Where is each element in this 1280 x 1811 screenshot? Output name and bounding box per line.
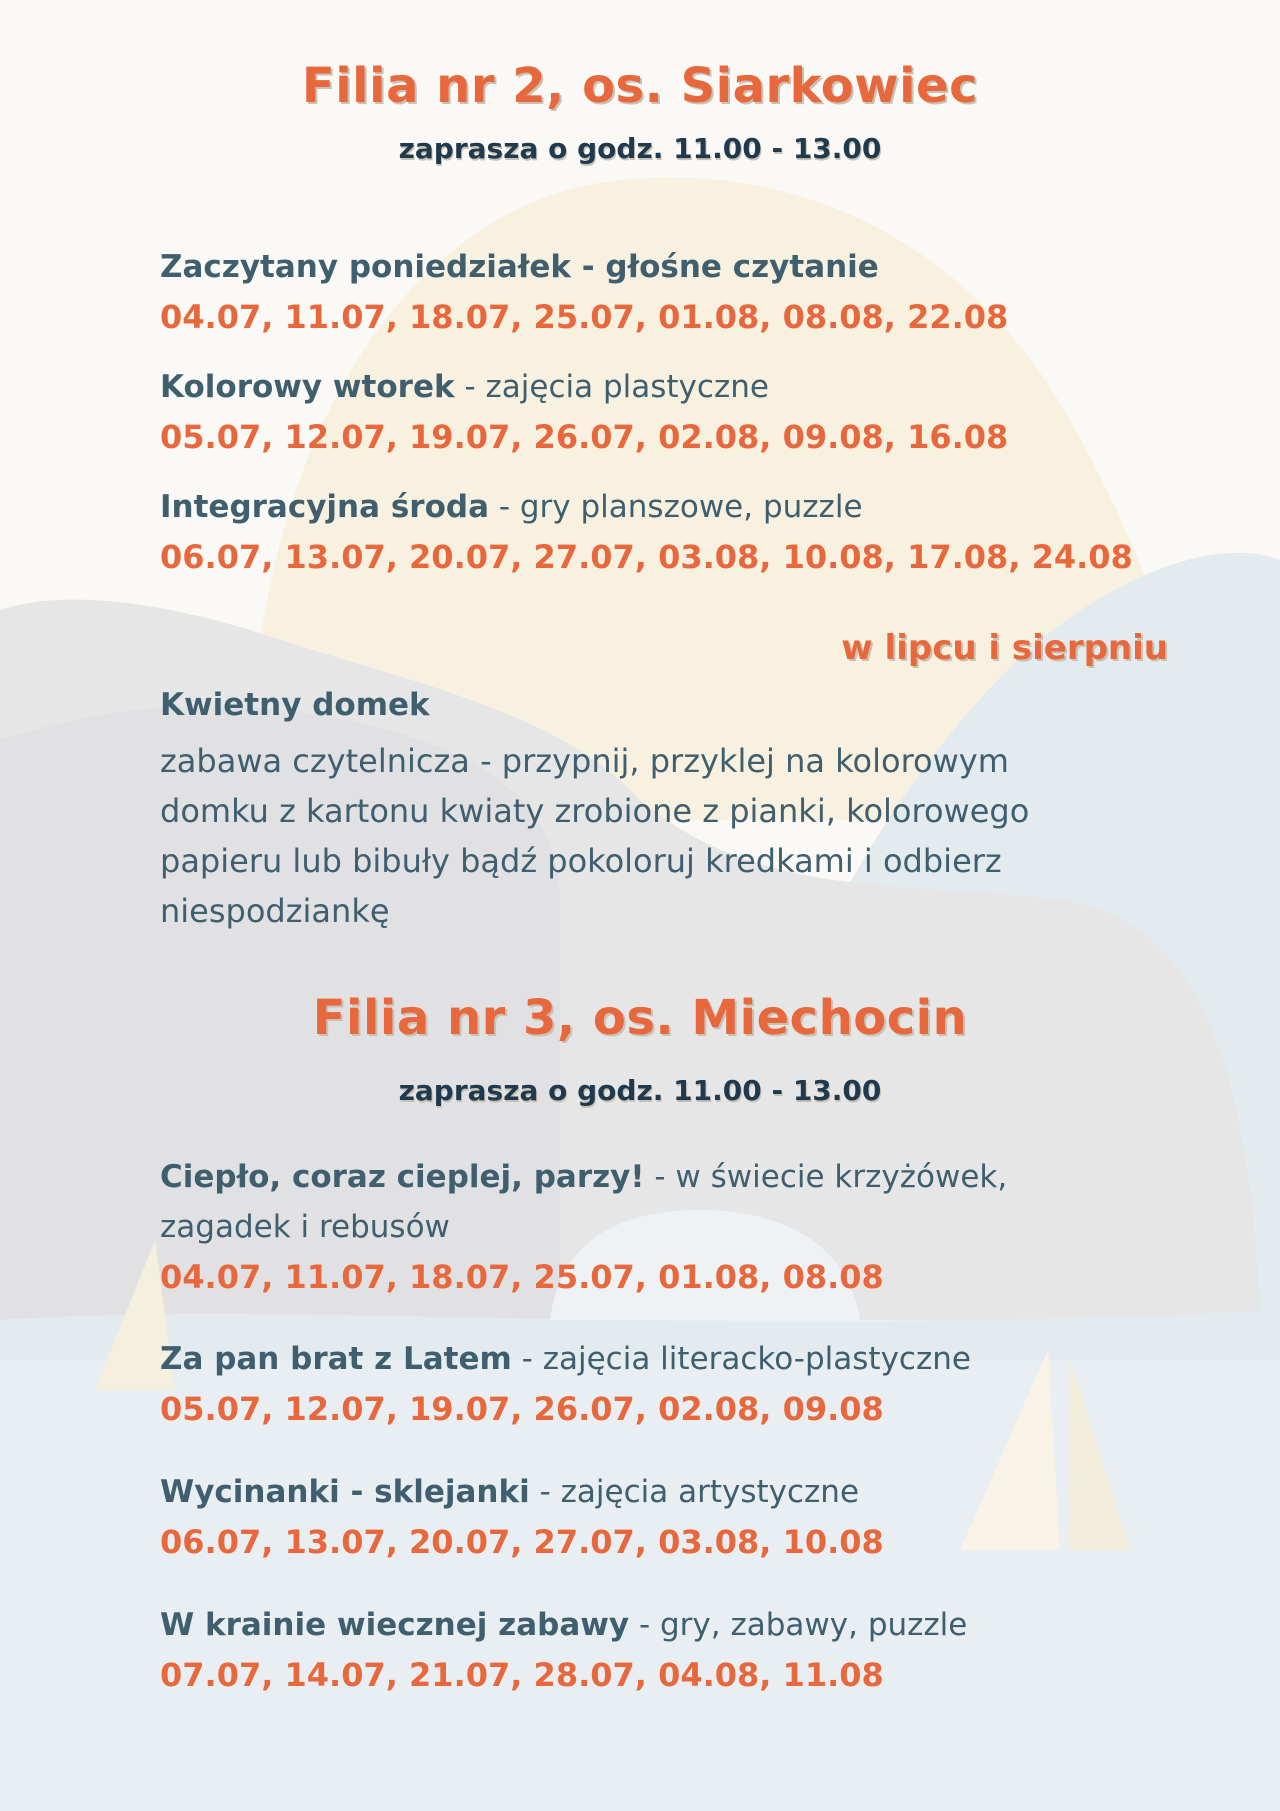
event-description: - w świecie krzyżówek, bbox=[644, 1159, 1008, 1195]
event-dates: 06.07, 13.07, 20.07, 27.07, 03.08, 10.08 bbox=[160, 1523, 884, 1561]
event-dates: 05.07, 12.07, 19.07, 26.07, 02.08, 09.08, 16.08 bbox=[160, 418, 1009, 456]
event-description: - zajęcia artystyczne bbox=[529, 1474, 860, 1510]
event-label bbox=[160, 1334, 1200, 1384]
event-description-line: papieru lub bibuły bądź pokoloruj kredkami i odbierz bbox=[160, 842, 1002, 880]
event-description: - gry planszowe, puzzle bbox=[488, 489, 863, 525]
branch-2-title: Filia nr 2, os. Siarkowiec bbox=[301, 58, 979, 114]
event-w-krainie-wiecznej-zabawy bbox=[160, 1600, 1200, 1700]
event-dates: 05.07, 12.07, 19.07, 26.07, 02.08, 09.08 bbox=[160, 1390, 884, 1428]
event-za-pan-brat-z-latem bbox=[160, 1334, 1200, 1434]
event-title: Kwietny domek bbox=[160, 687, 430, 723]
event-title: Kolorowy wtorek bbox=[160, 369, 455, 405]
branch-3-title: Filia nr 3, os. Miechocin bbox=[312, 990, 968, 1046]
event-dates: 04.07, 11.07, 18.07, 25.07, 01.08, 08.08, 22.08 bbox=[160, 298, 1009, 336]
event-description: - gry, zabawy, puzzle bbox=[629, 1607, 968, 1643]
event-title: Integracyjna środa bbox=[160, 489, 489, 525]
event-title: W krainie wiecznej zabawy bbox=[160, 1607, 630, 1643]
branch-2-opening-hours: zaprasza o godz. 11.00 - 13.00 bbox=[398, 132, 882, 165]
event-cieplo-coraz-cieplej bbox=[160, 1152, 1200, 1302]
event-label bbox=[160, 1152, 1200, 1202]
event-title: Wycinanki - sklejanki bbox=[160, 1474, 530, 1510]
period-label: w lipcu i sierpniu bbox=[841, 628, 1168, 668]
event-description-line: niespodziankę bbox=[160, 892, 390, 930]
event-kwietny-domek bbox=[160, 680, 1200, 936]
event-description: - zajęcia literacko-plastyczne bbox=[511, 1341, 971, 1377]
event-dates: 06.07, 13.07, 20.07, 27.07, 03.08, 10.08, 17.08, 24.08 bbox=[160, 538, 1133, 576]
event-dates: 04.07, 11.07, 18.07, 25.07, 01.08, 08.08 bbox=[160, 1258, 884, 1296]
event-wycinanki-sklejanki bbox=[160, 1467, 1200, 1567]
event-title: Za pan brat z Latem bbox=[160, 1341, 512, 1377]
event-label bbox=[160, 362, 1200, 412]
event-zaczytany-poniedzialek bbox=[160, 242, 1200, 342]
event-dates: 07.07, 14.07, 21.07, 28.07, 04.08, 11.08 bbox=[160, 1656, 884, 1694]
event-label bbox=[160, 1467, 1200, 1517]
event-description-line: domku z kartonu kwiaty zrobione z pianki, kolorowego bbox=[160, 792, 1030, 830]
event-description-cont: zagadek i rebusów bbox=[160, 1209, 450, 1245]
event-integracyjna-sroda bbox=[160, 482, 1200, 582]
event-label bbox=[160, 1600, 1200, 1650]
branch-3-opening-hours: zaprasza o godz. 11.00 - 13.00 bbox=[398, 1074, 882, 1107]
event-label bbox=[160, 482, 1200, 532]
event-kolorowy-wtorek bbox=[160, 362, 1200, 462]
event-title: Ciepło, coraz cieplej, parzy! bbox=[160, 1159, 645, 1195]
event-label bbox=[160, 242, 1200, 292]
event-description-line: zabawa czytelnicza - przypnij, przyklej na kolorowym bbox=[160, 742, 1009, 780]
event-title: Zaczytany poniedziałek - głośne czytanie bbox=[160, 249, 879, 285]
event-description: - zajęcia plastyczne bbox=[454, 369, 769, 405]
